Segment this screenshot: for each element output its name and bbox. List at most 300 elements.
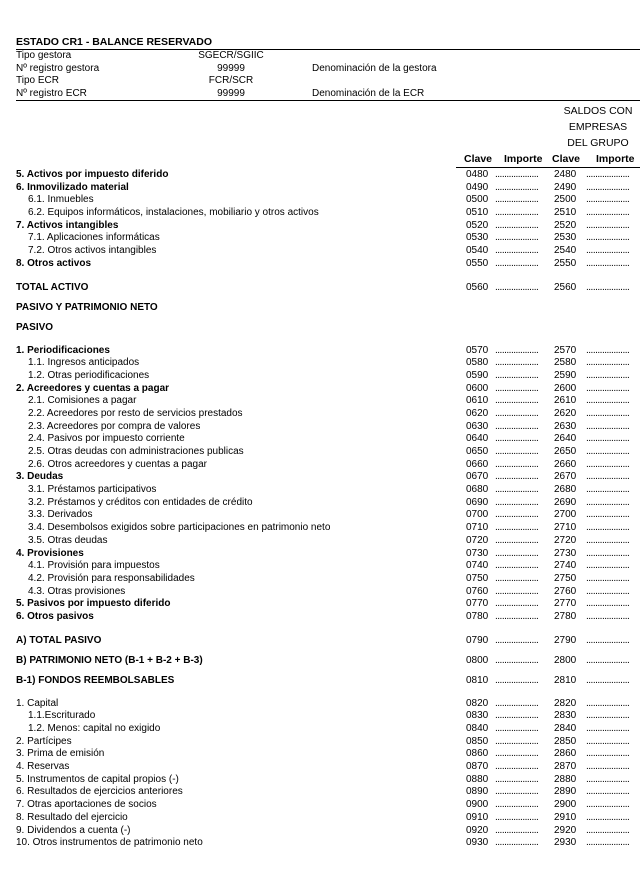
row-clave-2: 2500 [554,194,577,206]
row-importe-1-field[interactable]: ................... [495,560,539,572]
balance-row [16,837,640,850]
row-importe-1-field[interactable]: ................... [495,395,539,407]
balance-row [16,748,640,761]
row-importe-2-field[interactable]: ................... [586,471,630,483]
row-importe-1-field[interactable]: ................... [495,194,539,206]
row-importe-2-field[interactable]: ................... [586,207,630,219]
row-importe-1-field[interactable]: ................... [495,382,539,394]
row-importe-1-field[interactable]: ................... [495,697,539,709]
row-label: 2.2. Acreedores por resto de servicios prestados [28,407,243,419]
row-clave-1: 0560 [466,281,489,293]
balance-row [16,522,640,535]
row-importe-2-field[interactable]: ................... [586,560,630,572]
row-importe-1-field[interactable]: ................... [495,407,539,419]
row-importe-1-field[interactable]: ................... [495,710,539,722]
row-importe-2-field[interactable]: ................... [586,761,630,773]
row-label: 7.2. Otros activos intangibles [28,245,157,257]
row-clave-2: 2910 [554,811,577,823]
row-label: 4.2. Provisión para responsabilidades [28,572,195,584]
balance-row [16,723,640,736]
row-clave-2: 2620 [554,407,577,419]
row-importe-2-field[interactable]: ................... [586,232,630,244]
row-importe-2-field[interactable]: ................... [586,723,630,734]
group-balances-line-3: DEL GRUPO [567,137,629,149]
row-importe-2-field[interactable]: ................... [586,674,630,686]
row-importe-2-field[interactable]: ................... [586,786,630,798]
row-importe-1-field[interactable]: ................... [495,773,539,785]
row-clave-2: 2560 [554,281,577,293]
row-clave-2: 2650 [554,446,577,457]
row-label: PASIVO Y PATRIMONIO NETO [16,301,158,313]
column-headers [16,153,636,167]
balance-row [16,509,640,522]
row-importe-1-field[interactable]: ................... [495,281,539,293]
row-importe-2-field[interactable]: ................... [586,534,630,546]
row-clave-1: 0590 [466,369,489,381]
row-clave-2: 2600 [554,382,577,394]
row-clave-1: 0680 [466,484,489,496]
row-importe-2-field[interactable]: ................... [586,344,630,356]
row-clave-2: 2550 [554,257,577,269]
row-importe-2-field[interactable]: ................... [586,281,630,293]
row-label: 2.1. Comisiones a pagar [28,395,137,407]
row-label: 1.2. Otras periodificaciones [28,369,150,381]
row-importe-1-field[interactable]: ................... [495,344,539,356]
row-importe-1-field[interactable]: ................... [495,761,539,773]
balance-row [16,182,640,195]
row-label: 8. Otros activos [16,257,92,269]
row-importe-2-field[interactable]: ................... [586,773,630,785]
row-clave-2: 2930 [554,837,577,849]
row-importe-2-field[interactable]: ................... [586,697,630,709]
row-label: 2. Partícipes [16,735,72,747]
row-clave-1: 0800 [466,654,489,666]
row-importe-2-field[interactable]: ................... [586,634,630,646]
row-importe-2-field[interactable]: ................... [586,522,630,534]
row-label: A) TOTAL PASIVO [16,634,102,646]
row-importe-1-field[interactable]: ................... [495,232,539,244]
row-importe-2-field[interactable]: ................... [586,407,630,419]
row-clave-1: 0640 [466,433,489,445]
balance-row [16,245,640,258]
row-clave-1: 0870 [466,761,489,773]
row-importe-1-field[interactable]: ................... [495,547,539,559]
row-clave-2: 2510 [554,207,577,219]
row-clave-1: 0880 [466,773,489,785]
row-importe-1-field[interactable]: ................... [495,786,539,798]
row-importe-2-field[interactable]: ................... [586,710,630,722]
row-importe-1-field[interactable]: ................... [495,458,539,470]
row-importe-2-field[interactable]: ................... [586,219,630,231]
row-label: 5. Instrumentos de capital propios (-) [16,773,179,785]
row-label: 2.5. Otras deudas con administraciones publicas [28,446,244,457]
balance-row [16,586,640,599]
row-clave-1: 0930 [466,837,489,849]
row-clave-2: 2870 [554,761,577,773]
row-importe-1-field[interactable]: ................... [495,496,539,508]
column-header-clave-1: Clave [464,153,493,165]
row-label: 4.3. Otras provisiones [28,585,126,597]
row-clave-1: 0520 [466,219,489,231]
balance-row [16,220,640,233]
header-value: FCR/SCR [208,75,254,86]
row-importe-2-field[interactable]: ................... [586,257,630,269]
row-importe-1-field[interactable]: ................... [495,824,539,836]
row-importe-2-field[interactable]: ................... [586,357,630,369]
row-clave-1: 0670 [466,471,489,483]
row-clave-1: 0840 [466,723,489,734]
row-label: 3.5. Otras deudas [28,534,108,546]
row-importe-1-field[interactable]: ................... [495,433,539,445]
row-clave-2: 2670 [554,471,577,483]
row-clave-2: 2530 [554,232,577,244]
row-importe-1-field[interactable]: ................... [495,169,539,180]
row-clave-1: 0600 [466,382,489,394]
header-label: Nº registro ECR [16,87,87,99]
row-clave-2: 2760 [554,585,577,597]
row-importe-2-field[interactable]: ................... [586,169,630,180]
row-clave-2: 2740 [554,560,577,572]
row-importe-1-field[interactable]: ................... [495,219,539,231]
row-clave-1: 0760 [466,585,489,597]
balance-row [16,698,640,711]
balance-row [16,560,640,573]
row-clave-2: 2660 [554,458,577,470]
row-importe-1-field[interactable]: ................... [495,610,539,622]
row-label: 6. Otros pasivos [16,610,94,622]
row-importe-1-field[interactable]: ................... [495,585,539,597]
row-label: 1.1.Escriturado [28,710,96,722]
row-importe-1-field[interactable]: ................... [495,471,539,483]
row-importe-2-field[interactable]: ................... [586,748,630,760]
row-importe-2-field[interactable]: ................... [586,799,630,811]
balance-row [16,194,640,207]
row-label: 3. Deudas [16,471,64,483]
header-label: Tipo ECR [16,75,59,86]
row-clave-1: 0480 [466,169,489,180]
row-importe-2-field[interactable]: ................... [586,654,630,666]
row-importe-1-field[interactable]: ................... [495,723,539,734]
row-clave-2: 2610 [554,395,577,407]
row-importe-1-field[interactable]: ................... [495,181,539,193]
row-clave-1: 0510 [466,207,489,219]
row-label: TOTAL ACTIVO [16,281,89,293]
row-clave-1: 0900 [466,799,489,811]
row-clave-1: 0790 [466,634,489,646]
header-row [16,88,636,101]
row-clave-1: 0720 [466,534,489,546]
balance-row [16,673,640,689]
row-clave-2: 2790 [554,634,577,646]
row-importe-2-field[interactable]: ................... [586,420,630,432]
row-clave-1: 0830 [466,710,489,722]
row-clave-2: 2800 [554,654,577,666]
row-importe-1-field[interactable]: ................... [495,369,539,381]
balance-row [16,280,640,296]
balance-row [16,786,640,799]
row-clave-1: 0770 [466,598,489,610]
row-importe-1-field[interactable]: ................... [495,837,539,849]
row-clave-1: 0660 [466,458,489,470]
balance-row [16,258,640,271]
balance-row [16,761,640,774]
row-label: 4. Reservas [16,761,70,773]
row-clave-2: 2700 [554,509,577,521]
row-label: 3. Prima de emisión [16,748,105,760]
row-clave-1: 0580 [466,357,489,369]
row-clave-1: 0490 [466,181,489,193]
row-clave-1: 0890 [466,786,489,798]
row-importe-2-field[interactable]: ................... [586,382,630,394]
header-value: 99999 [217,87,245,99]
row-importe-1-field[interactable]: ................... [495,572,539,584]
row-importe-2-field[interactable]: ................... [586,496,630,508]
row-clave-1: 0550 [466,257,489,269]
row-label: B) PATRIMONIO NETO (B-1 + B-2 + B-3) [16,654,203,666]
row-label: 1. Capital [16,697,59,709]
group-balances-line-1: SALDOS CON [563,105,633,117]
header-row [16,50,636,63]
row-importe-2-field[interactable]: ................... [586,837,630,849]
row-clave-2: 2480 [554,169,577,180]
row-importe-2-field[interactable]: ................... [586,245,630,257]
row-importe-2-field[interactable]: ................... [586,735,630,747]
row-label: 6. Resultados de ejercicios anteriores [16,786,183,798]
row-clave-2: 2750 [554,572,577,584]
balance-row [16,573,640,586]
balance-row [16,497,640,510]
row-importe-2-field[interactable]: ................... [586,395,630,407]
header-divider [16,100,640,101]
row-importe-1-field[interactable]: ................... [495,598,539,610]
row-clave-1: 0570 [466,344,489,356]
balance-row [16,357,640,370]
row-label: 7.1. Aplicaciones informáticas [28,232,160,244]
row-importe-2-field[interactable]: ................... [586,610,630,622]
row-clave-1: 0630 [466,420,489,432]
row-clave-2: 2630 [554,420,577,432]
row-clave-1: 0750 [466,572,489,584]
row-clave-2: 2890 [554,786,577,798]
row-label: 3.2. Préstamos y créditos con entidades de crédito [28,496,253,508]
balance-row [16,812,640,825]
row-importe-1-field[interactable]: ................... [495,799,539,811]
balance-row [16,611,640,624]
row-clave-2: 2680 [554,484,577,496]
balance-row [16,535,640,548]
column-header-clave-2: Clave [552,153,581,165]
row-importe-1-field[interactable]: ................... [495,534,539,546]
row-importe-2-field[interactable]: ................... [586,181,630,193]
row-label: 3.1. Préstamos participativos [28,484,157,496]
row-label: 5. Pasivos por impuesto diferido [16,598,171,610]
row-label: 4. Provisiones [16,547,84,559]
row-clave-1: 0620 [466,407,489,419]
row-importe-2-field[interactable]: ................... [586,585,630,597]
row-clave-2: 2900 [554,799,577,811]
row-importe-2-field[interactable]: ................... [586,446,630,457]
balance-row [16,207,640,220]
row-clave-2: 2580 [554,357,577,369]
row-importe-2-field[interactable]: ................... [586,572,630,584]
row-label: 9. Dividendos a cuenta (-) [16,824,131,836]
balance-row [16,446,640,459]
row-clave-1: 0860 [466,748,489,760]
group-balances-line-2: EMPRESAS [568,121,628,133]
balance-row [16,598,640,611]
column-header-importe-1: Importe [504,153,543,165]
row-clave-1: 0780 [466,610,489,622]
row-label: 4.1. Provisión para impuestos [28,560,160,572]
row-label: 7. Otras aportaciones de socios [16,799,157,811]
row-importe-2-field[interactable]: ................... [586,458,630,470]
balance-row [16,383,640,396]
row-importe-1-field[interactable]: ................... [495,420,539,432]
balance-row [16,653,640,669]
row-label: 1.1. Ingresos anticipados [28,357,140,369]
balance-row [16,421,640,434]
row-importe-1-field[interactable]: ................... [495,484,539,496]
row-clave-2: 2860 [554,748,577,760]
row-clave-1: 0540 [466,245,489,257]
balance-row [16,345,640,358]
header-value: 99999 [217,62,245,74]
row-clave-2: 2780 [554,610,577,622]
row-label: 6. Inmovilizado material [16,181,129,193]
header-label: Tipo gestora [16,50,72,61]
header-description: Denominación de la gestora [312,62,437,74]
row-importe-1-field[interactable]: ................... [495,257,539,269]
row-label: 2.6. Otros acreedores y cuentas a pagar [28,458,207,470]
header-description: Denominación de la ECR [312,87,425,99]
form-header [16,50,636,100]
row-clave-1: 0610 [466,395,489,407]
row-label: 6.1. Inmuebles [28,194,94,206]
row-clave-2: 2710 [554,522,577,534]
balance-row [16,774,640,787]
group-balances-heading [554,103,642,151]
row-clave-1: 0710 [466,522,489,534]
balance-row [16,710,640,723]
header-row [16,63,636,76]
row-clave-2: 2730 [554,547,577,559]
row-importe-1-field[interactable]: ................... [495,446,539,457]
row-clave-1: 0530 [466,232,489,244]
column-header-importe-2: Importe [596,153,635,165]
balance-row [16,370,640,383]
header-label: Nº registro gestora [16,62,100,74]
row-label: 6.2. Equipos informáticos, instalaciones, mobiliario y otros activos [28,207,319,219]
row-label: 3.4. Desembolsos exigidos sobre participaciones en patrimonio neto [28,522,331,534]
header-value: SGECR/SGIIC [198,50,264,61]
row-label: 2.3. Acreedores por compra de valores [28,420,201,432]
balance-rows [16,169,640,850]
row-importe-1-field[interactable]: ................... [495,207,539,219]
row-importe-2-field[interactable]: ................... [586,824,630,836]
row-importe-1-field[interactable]: ................... [495,509,539,521]
row-importe-1-field[interactable]: ................... [495,735,539,747]
row-clave-1: 0730 [466,547,489,559]
balance-row [16,736,640,749]
balance-row [16,484,640,497]
row-label: 5. Activos por impuesto diferido [16,169,169,180]
row-clave-2: 2540 [554,245,577,257]
balance-row [16,633,640,649]
balance-row [16,169,640,182]
balance-row [16,799,640,812]
header-row [16,75,636,88]
balance-row [16,471,640,484]
row-clave-2: 2770 [554,598,577,610]
row-label: 8. Resultado del ejercicio [16,811,128,823]
balance-row [16,408,640,421]
row-clave-2: 2490 [554,181,577,193]
row-importe-2-field[interactable]: ................... [586,433,630,445]
row-clave-2: 2690 [554,496,577,508]
row-clave-2: 2850 [554,735,577,747]
row-clave-1: 0920 [466,824,489,836]
row-importe-2-field[interactable]: ................... [586,369,630,381]
row-clave-1: 0700 [466,509,489,521]
row-importe-2-field[interactable]: ................... [586,484,630,496]
balance-row [16,825,640,838]
row-importe-2-field[interactable]: ................... [586,547,630,559]
column-header-divider [456,167,640,168]
row-importe-1-field[interactable]: ................... [495,674,539,686]
row-clave-1: 0740 [466,560,489,572]
row-importe-1-field[interactable]: ................... [495,748,539,760]
row-clave-1: 0650 [466,446,489,457]
row-label: PASIVO [16,321,54,333]
row-label: 2.4. Pasivos por impuesto corriente [28,433,185,445]
balance-row [16,395,640,408]
balance-row [16,548,640,561]
balance-row [16,459,640,472]
row-importe-1-field[interactable]: ................... [495,357,539,369]
row-clave-2: 2920 [554,824,577,836]
row-importe-2-field[interactable]: ................... [586,811,630,823]
row-clave-1: 0820 [466,697,489,709]
row-clave-1: 0910 [466,811,489,823]
balance-sheet-form [16,36,636,849]
row-clave-1: 0850 [466,735,489,747]
balance-row [16,320,640,336]
row-clave-2: 2880 [554,773,577,785]
row-label: 1. Periodificaciones [16,344,110,356]
row-label: 10. Otros instrumentos de patrimonio neto [16,837,203,849]
balance-row [16,433,640,446]
row-importe-1-field[interactable]: ................... [495,522,539,534]
row-clave-2: 2840 [554,723,577,734]
row-label: B-1) FONDOS REEMBOLSABLES [16,674,175,686]
row-importe-1-field[interactable]: ................... [495,634,539,646]
row-importe-1-field[interactable]: ................... [495,654,539,666]
row-importe-2-field[interactable]: ................... [586,194,630,206]
row-importe-1-field[interactable]: ................... [495,811,539,823]
row-label: 7. Activos intangibles [16,219,119,231]
balance-row [16,232,640,245]
row-importe-2-field[interactable]: ................... [586,598,630,610]
row-importe-2-field[interactable]: ................... [586,509,630,521]
row-clave-2: 2640 [554,433,577,445]
row-label: 1.2. Menos: capital no exigido [28,723,161,734]
row-importe-1-field[interactable]: ................... [495,245,539,257]
row-clave-2: 2590 [554,369,577,381]
row-clave-2: 2820 [554,697,577,709]
row-clave-2: 2830 [554,710,577,722]
row-clave-1: 0500 [466,194,489,206]
row-clave-1: 0690 [466,496,489,508]
